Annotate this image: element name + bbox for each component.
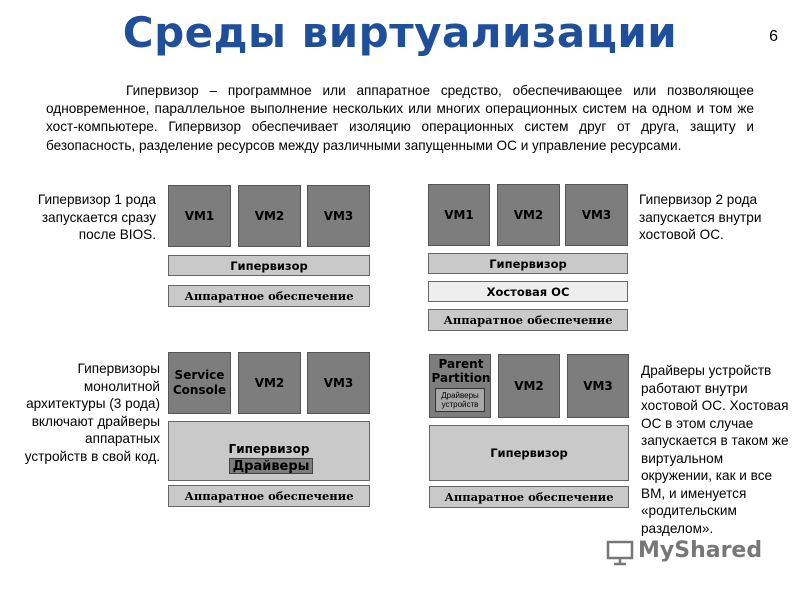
vm2-box: VM2	[498, 354, 560, 418]
device-drivers-box: Драйверы устройств	[435, 388, 485, 412]
host-os-layer: Хостовая ОС	[428, 281, 628, 302]
intro-paragraph	[46, 82, 754, 155]
vm3-box: VM3	[565, 184, 628, 246]
caption-parent-partition: Драйверы устройств работают внутри хостовой ОС. Хостовая ОС в этом случае запускается в таком же виртуальном окружении, как и все ВМ, и именуется «родительским разделом».	[641, 363, 789, 536]
vm2-box: VM2	[238, 352, 301, 414]
caption-type2: Гипервизор 2 рода запускается внутри хостовой ОС.	[639, 192, 762, 242]
drivers-box: Драйверы	[229, 458, 313, 474]
hypervisor-layer	[168, 421, 370, 481]
hardware-layer: Аппаратное обеспечение	[168, 485, 370, 507]
vm3-box: VM3	[307, 352, 370, 414]
caption-monolithic: Гипервизоры монолитной архитектуры (3 рода) включают драйверы аппаратных устройств в свой код.	[24, 361, 160, 464]
vm1-box: VM1	[428, 184, 490, 246]
hypervisor-layer: Гипервизор	[168, 255, 370, 276]
hardware-layer: Аппаратное обеспечение	[168, 285, 370, 307]
intro-text: Гипервизор – программное или аппаратное средство, обеспечивающее или позволяющее одновременное, параллельное выполнение нескольких или многих операционных систем на одном и том же хост-компьютере. Гипервизор обеспечивает изоляцию операционных систем друг от друга, защиту и безопасность, разделение ресурсов между различными запущенными ОС и управление ресурсами.	[46, 83, 754, 153]
vm3-box: VM3	[567, 354, 629, 418]
caption-type1: Гипервизор 1 рода запускается сразу после BIOS.	[37, 192, 156, 242]
vm2-box: VM2	[497, 184, 560, 246]
diagram-parent-partition	[429, 354, 630, 508]
watermark-text: MyShared	[638, 538, 763, 563]
diagram-monolithic	[168, 352, 371, 508]
vm2-box: VM2	[238, 185, 301, 247]
hardware-layer: Аппаратное обеспечение	[429, 486, 629, 508]
diagram-type2	[428, 184, 629, 332]
vm3-box: VM3	[307, 185, 370, 247]
vm1-box: VM1	[168, 185, 231, 247]
parent-partition-label: Parent Partition	[431, 357, 491, 385]
watermark	[606, 538, 776, 570]
parent-partition-box	[429, 354, 491, 418]
presentation-icon	[606, 540, 634, 566]
service-console-box: Service Console	[168, 352, 231, 414]
diagram-type1	[168, 185, 371, 308]
hypervisor-label: Гипервизор	[228, 442, 310, 456]
page-title: Среды виртуализации	[122, 8, 678, 57]
hardware-layer: Аппаратное обеспечение	[428, 309, 628, 331]
page-number: 6	[769, 28, 778, 45]
hypervisor-layer: Гипервизор	[429, 425, 629, 481]
hypervisor-layer: Гипервизор	[428, 253, 628, 274]
